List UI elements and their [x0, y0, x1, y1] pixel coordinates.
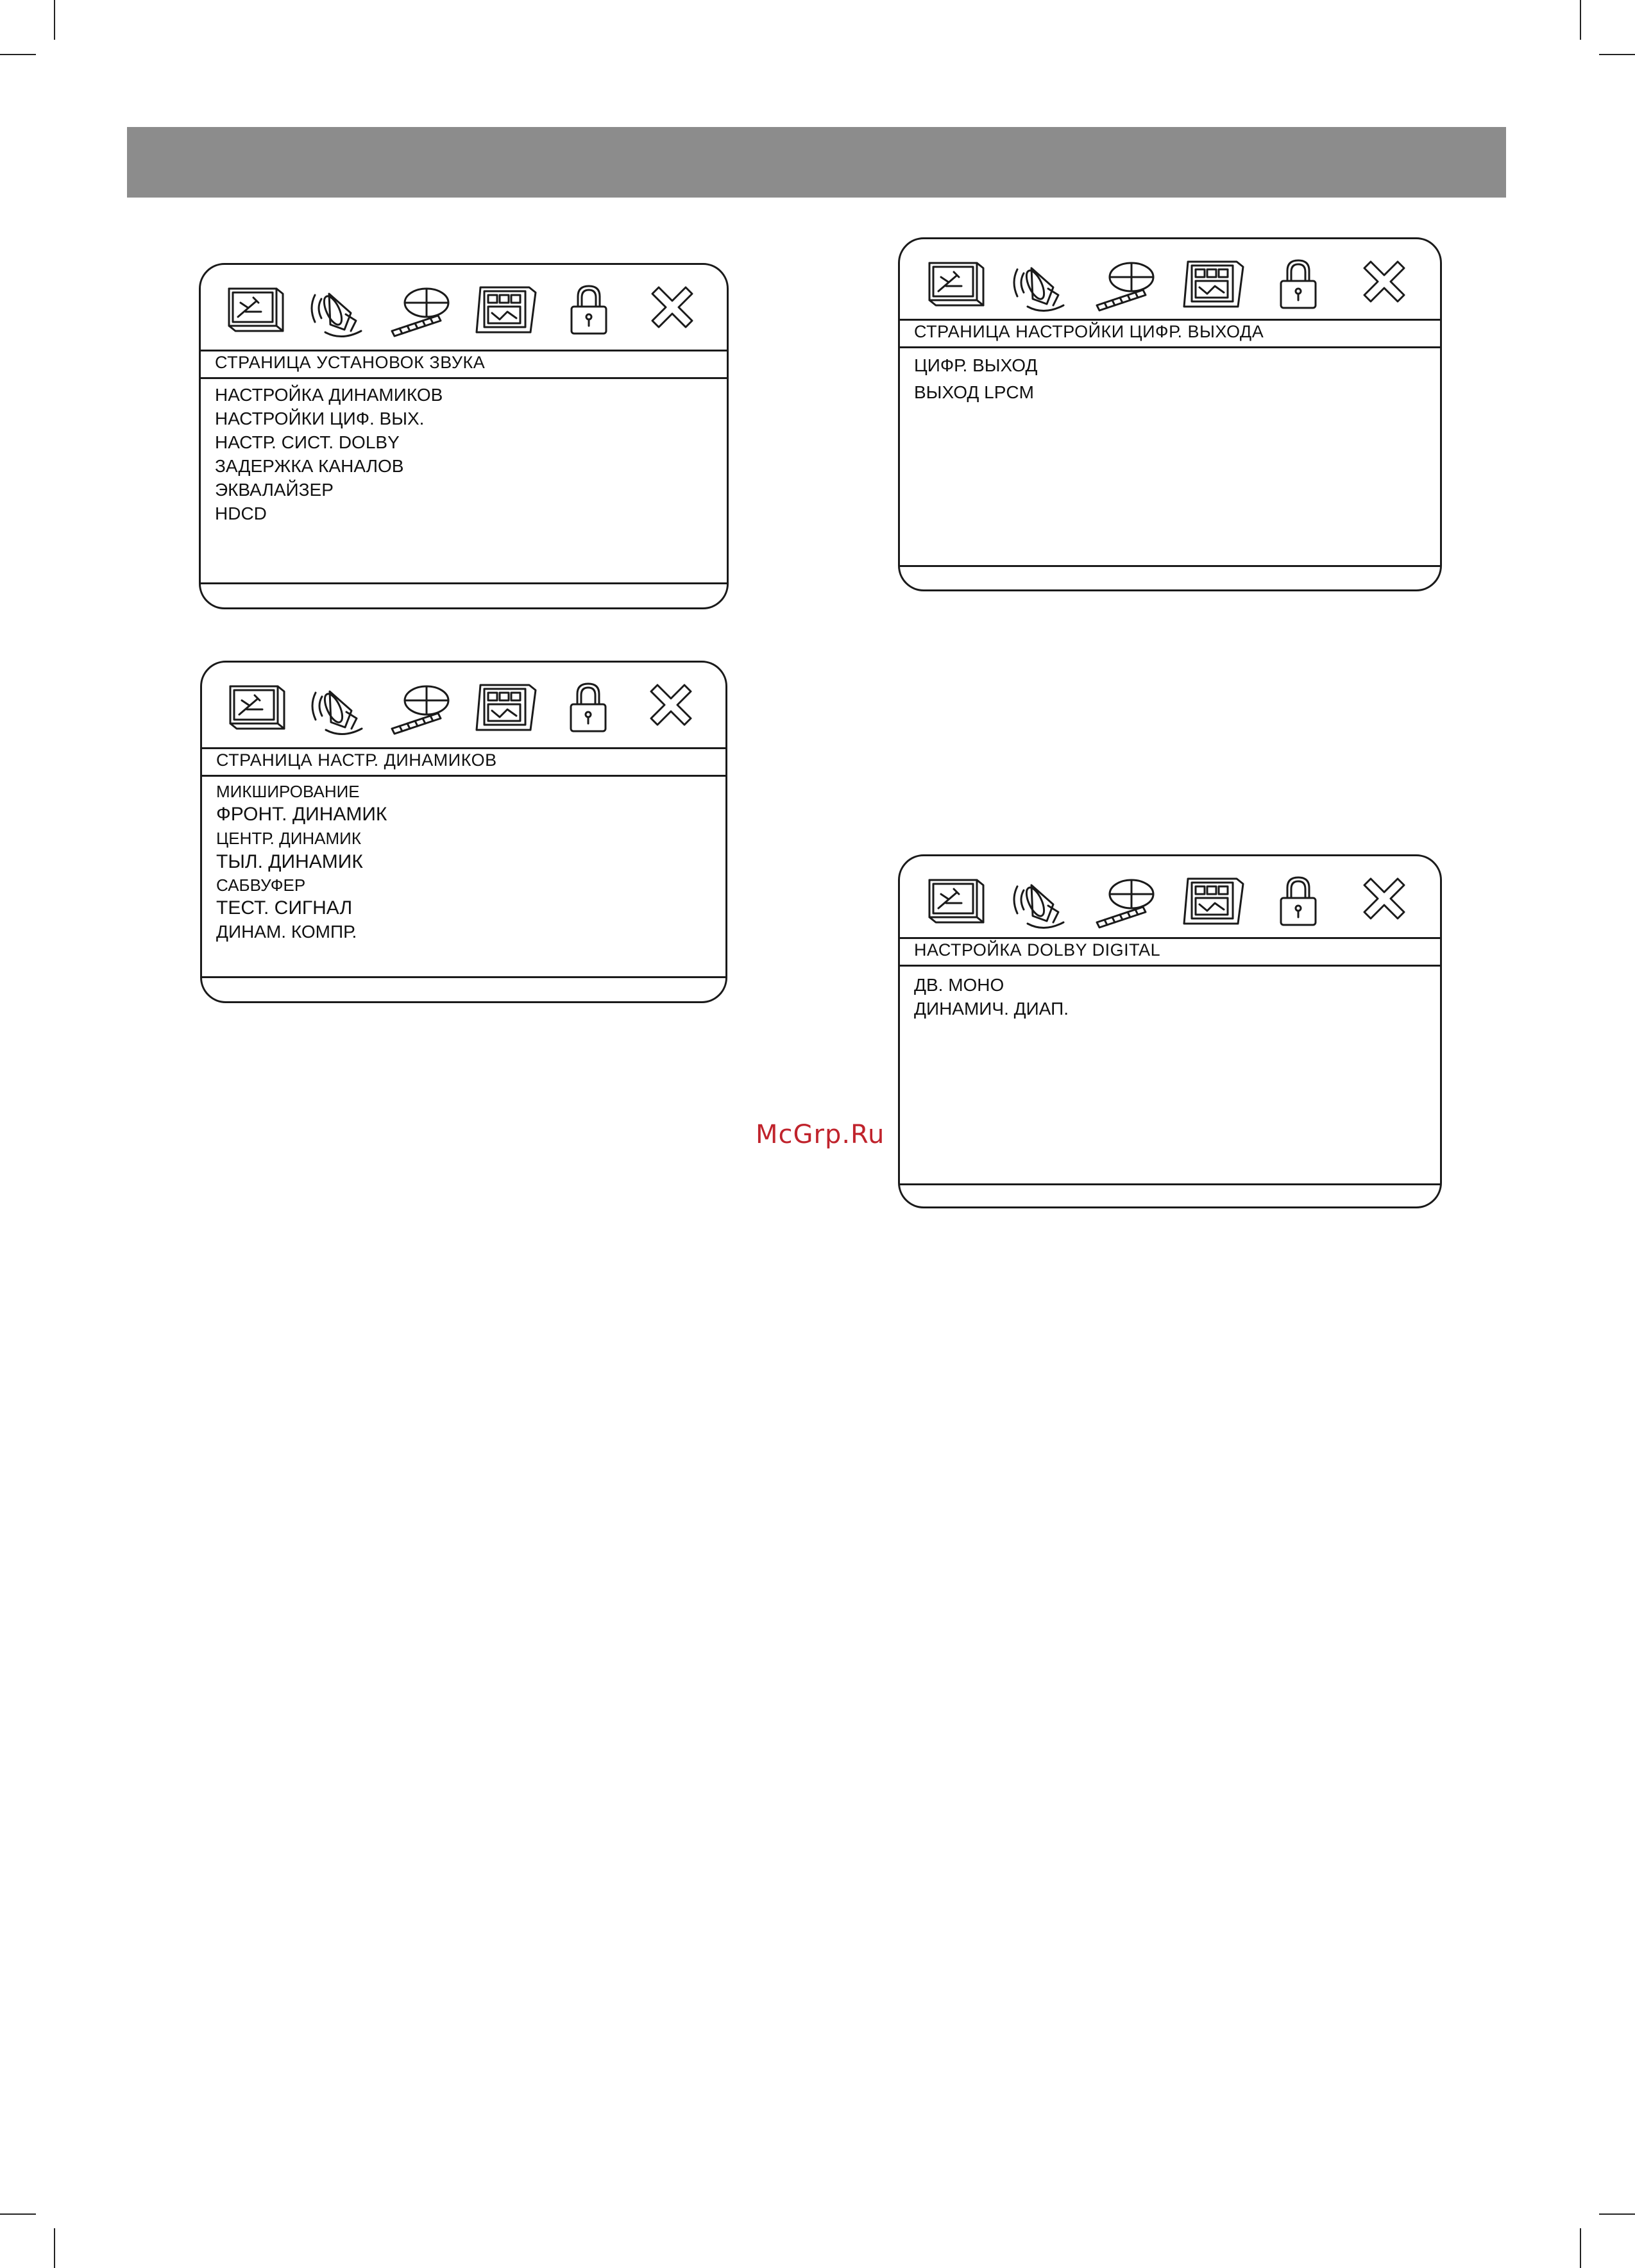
menu-item[interactable]: ДИНАМИЧ. ДИАП. — [914, 999, 1069, 1019]
setup-screen-icon[interactable] — [920, 866, 991, 936]
disc-video-icon[interactable] — [1092, 866, 1162, 936]
crop-mark — [1599, 2213, 1635, 2215]
menu-item[interactable]: ТЫЛ. ДИНАМИК — [216, 851, 363, 872]
menu-item[interactable]: ВЫХОД LPCM — [914, 382, 1034, 402]
crop-mark — [0, 2213, 36, 2215]
crop-mark — [1599, 54, 1635, 55]
close-icon[interactable] — [1349, 249, 1419, 319]
crop-mark — [54, 2228, 55, 2268]
preference-panel-icon[interactable] — [1178, 249, 1248, 319]
menu-item[interactable]: ДИНАМ. КОМПР. — [216, 922, 357, 942]
watermark: McGrp.Ru — [756, 1120, 885, 1149]
lock-icon[interactable] — [553, 672, 623, 743]
menu-list — [215, 383, 714, 525]
panel-title-band — [900, 319, 1440, 348]
panel-title: СТРАНИЦА УСТАНОВОК ЗВУКА — [215, 353, 486, 372]
menu-item[interactable]: МИКШИРОВАНИЕ — [216, 782, 360, 801]
setup-screen-icon[interactable] — [920, 249, 991, 319]
lock-icon[interactable] — [554, 275, 624, 345]
speaker-setup-panel — [200, 661, 727, 1003]
menu-item[interactable]: HDCD — [215, 504, 267, 523]
menu-item[interactable]: ЦИФР. ВЫХОД — [914, 355, 1038, 375]
setup-screen-icon[interactable] — [220, 275, 291, 345]
menu-item[interactable]: НАСТР. СИСТ. DOLBY — [215, 432, 400, 452]
menu-item[interactable]: САБВУФЕР — [216, 876, 306, 895]
disc-video-icon[interactable] — [387, 672, 457, 743]
sound-setup-panel — [199, 263, 729, 609]
menu-item[interactable]: ФРОНТ. ДИНАМИК — [216, 804, 387, 825]
dolby-digital-panel — [898, 854, 1442, 1208]
footer-line — [201, 582, 727, 584]
menu-item[interactable]: ЭКВАЛАЙЗЕР — [215, 480, 334, 500]
panel-title-band — [202, 747, 725, 777]
crop-mark — [0, 54, 36, 55]
crop-mark — [1580, 0, 1581, 40]
menu-list — [914, 352, 1427, 406]
panel-title: СТРАНИЦА НАСТРОЙКИ ЦИФР. ВЫХОДА — [914, 322, 1264, 341]
speaker-audio-icon[interactable] — [1006, 866, 1076, 936]
menu-item[interactable]: ТЕСТ. СИГНАЛ — [216, 897, 353, 918]
preference-panel-icon[interactable] — [470, 275, 541, 345]
lock-icon[interactable] — [1263, 249, 1334, 319]
speaker-audio-icon[interactable] — [1006, 249, 1076, 319]
menu-item[interactable]: ДВ. МОНО — [914, 975, 1004, 995]
header-bar — [127, 127, 1506, 198]
footer-line — [900, 565, 1440, 567]
preference-panel-icon[interactable] — [1178, 866, 1248, 936]
footer-line — [900, 1183, 1440, 1185]
crop-mark — [54, 0, 55, 40]
setup-screen-icon[interactable] — [221, 672, 292, 743]
menu-item[interactable]: НАСТРОЙКА ДИНАМИКОВ — [215, 385, 443, 405]
close-icon[interactable] — [636, 672, 706, 743]
menu-icon-row — [900, 239, 1440, 329]
digital-output-panel — [898, 237, 1442, 591]
menu-list — [914, 973, 1427, 1020]
disc-video-icon[interactable] — [387, 275, 457, 345]
menu-icon-row — [201, 265, 727, 355]
close-icon[interactable] — [1349, 866, 1419, 936]
crop-mark — [1580, 2228, 1581, 2268]
close-icon[interactable] — [637, 275, 707, 345]
panel-title: СТРАНИЦА НАСТР. ДИНАМИКОВ — [216, 750, 497, 770]
panel-title-band — [201, 350, 727, 379]
menu-icon-row — [202, 663, 725, 752]
panel-title: НАСТРОЙКА DOLBY DIGITAL — [914, 940, 1161, 960]
speaker-audio-icon[interactable] — [303, 275, 374, 345]
menu-list — [216, 781, 713, 944]
preference-panel-icon[interactable] — [470, 672, 541, 743]
panel-title-band — [900, 937, 1440, 967]
menu-icon-row — [900, 856, 1440, 946]
menu-item[interactable]: ЦЕНТР. ДИНАМИК — [216, 829, 362, 848]
menu-item[interactable]: ЗАДЕРЖКА КАНАЛОВ — [215, 456, 404, 476]
footer-line — [202, 976, 725, 978]
disc-video-icon[interactable] — [1092, 249, 1162, 319]
menu-item[interactable]: НАСТРОЙКИ ЦИФ. ВЫХ. — [215, 409, 425, 428]
speaker-audio-icon[interactable] — [304, 672, 375, 743]
lock-icon[interactable] — [1263, 866, 1334, 936]
